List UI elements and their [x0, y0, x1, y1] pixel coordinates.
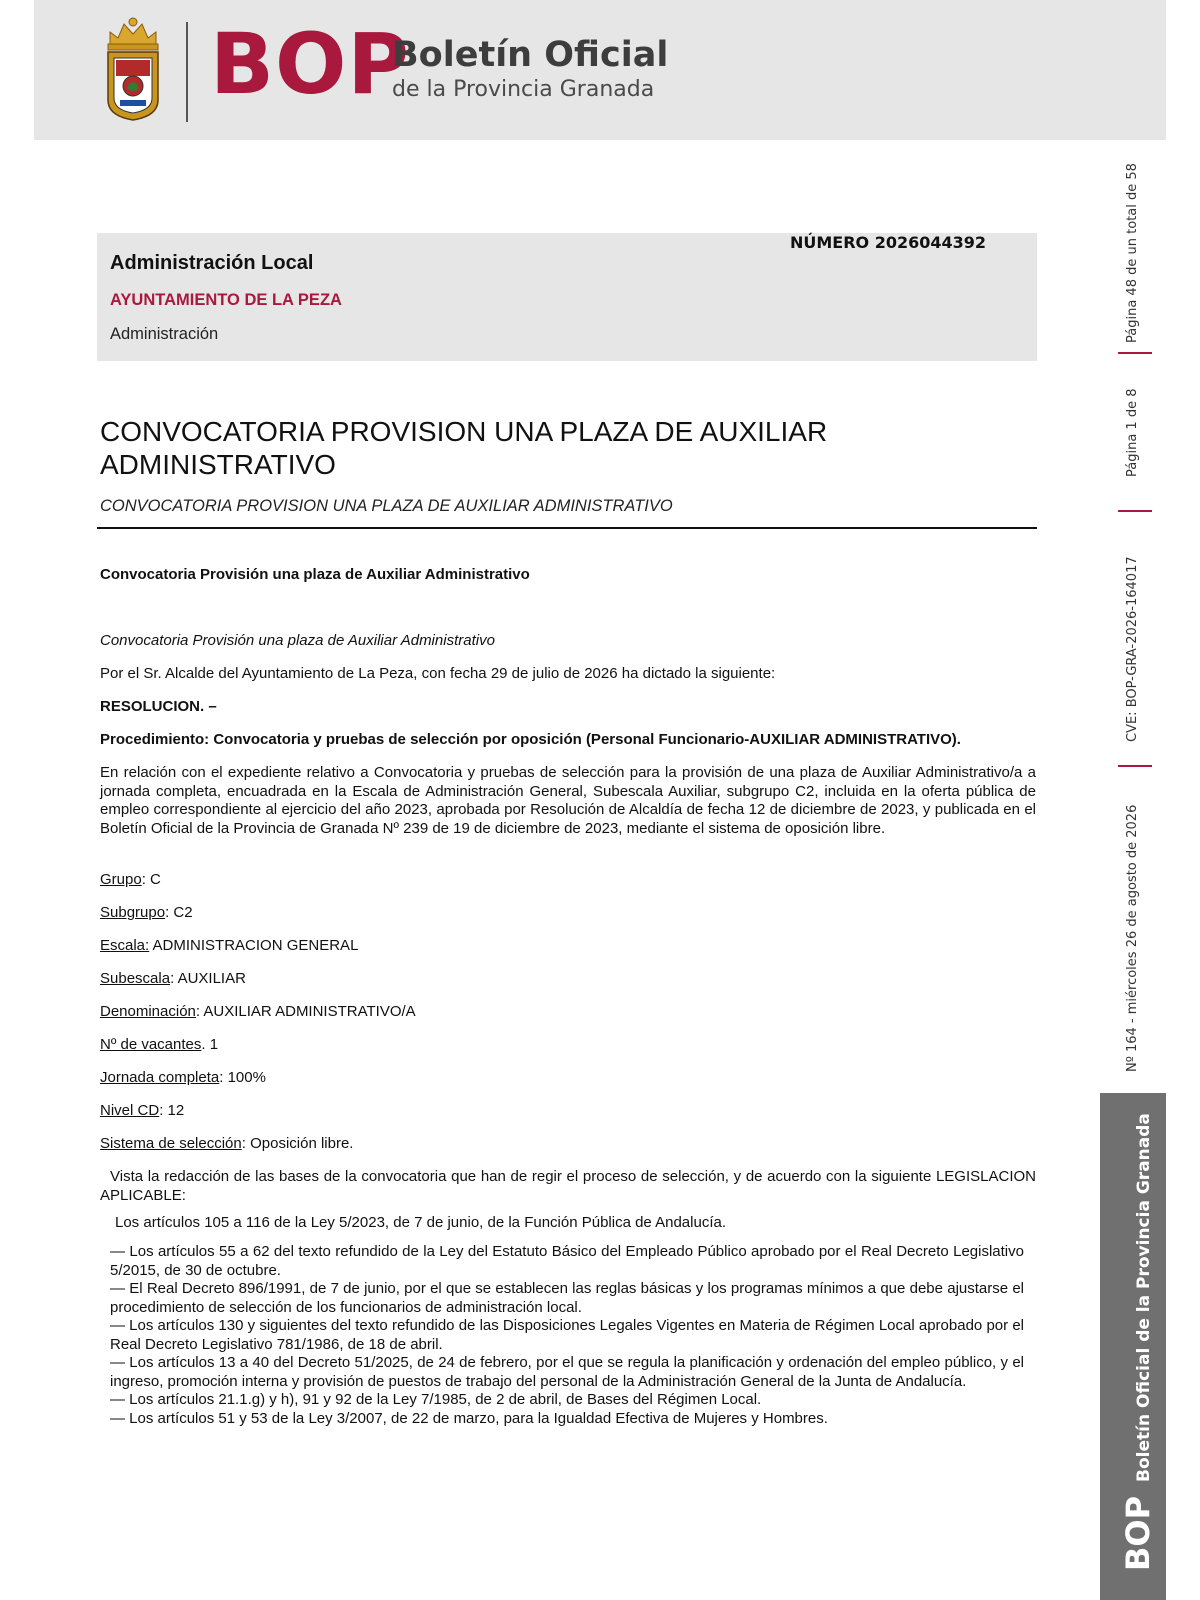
page-total-label: Página 48 de un total de 58 — [1125, 163, 1140, 343]
field-grupo: Grupo: C — [100, 871, 161, 888]
field-label: Subgrupo — [100, 904, 166, 921]
field-label: Sistema de selección — [100, 1135, 242, 1152]
vista-paragraph: Vista la redacción de las bases de la convocatoria que han de regir el proceso de selección, y de acuerdo con la siguiente LEGISLACION APLICABLE: — [100, 1168, 1036, 1204]
side-footer — [1100, 1093, 1166, 1600]
cve-label: CVE: BOP-GRA-2026-164017 — [1125, 556, 1140, 742]
field-escala — [100, 937, 1036, 956]
header-divider — [186, 22, 188, 122]
field-value: AUXILIAR — [177, 970, 246, 987]
field-subgrupo: Subgrupo: C2 — [100, 904, 193, 921]
field-jornada: Jornada completa: 100% — [100, 1069, 266, 1086]
resolucion-label: RESOLUCION. – — [100, 698, 217, 715]
page-subtitle: CONVOCATORIA PROVISION UNA PLAZA DE AUXILIAR ADMINISTRATIVO — [100, 497, 673, 515]
field-value: C2 — [173, 904, 193, 921]
legislation-list — [110, 1243, 1024, 1428]
side-separator — [1118, 765, 1152, 767]
legislation-first: Los artículos 105 a 116 de la Ley 5/2023, de 7 de junio, de la Función Pública de Andalucía. — [115, 1214, 726, 1231]
field-value: AUXILIAR ADMINISTRATIVO/A — [203, 1003, 416, 1020]
field-denominacion: Denominación: AUXILIAR ADMINISTRATIVO/A — [100, 1003, 416, 1020]
field-label: Nº de vacantes — [100, 1036, 202, 1053]
bop-logo: BOP — [210, 15, 410, 113]
side-footer-text — [1119, 1113, 1157, 1571]
field-value: Oposición libre. — [250, 1135, 354, 1152]
field-vacantes: Nº de vacantes. 1 — [100, 1036, 219, 1053]
side-footer-logo: BOP — [1119, 1495, 1157, 1571]
legislation-item: — Los artículos 21.1.g) y h), 91 y 92 de la Ley 7/1985, de 2 de abril, de Bases del Régimen Local. — [110, 1391, 762, 1408]
field-label: Escala: — [100, 937, 150, 954]
section-category: Administración Local — [110, 252, 314, 274]
field-value: ADMINISTRACION GENERAL — [152, 937, 359, 954]
section-department: Administración — [110, 325, 219, 343]
field-subescala: Subescala: AUXILIAR — [100, 970, 246, 987]
intro-text: Por el Sr. Alcalde del Ayuntamiento de La Peza, con fecha 29 de julio de 2026 ha dictado la siguiente: — [100, 665, 776, 682]
bulletin-title: Boletín Oficial — [392, 35, 669, 75]
field-value: C — [150, 871, 161, 888]
page-of-label: Página 1 de 8 — [1125, 388, 1140, 477]
section-entity: AYUNTAMIENTO DE LA PEZA — [110, 291, 342, 309]
side-separator — [1118, 352, 1152, 354]
granada-coat-of-arms-icon — [102, 14, 164, 124]
procedimiento-text: Procedimiento: Convocatoria y pruebas de selección por oposición (Personal Funcionario-AUXILIAR ADMINISTRATIVO). — [100, 731, 961, 748]
issue-date-label: Nº 164 - miércoles 26 de agosto de 2026 — [1125, 804, 1140, 1072]
legislation-item: — Los artículos 130 y siguientes del texto refundido de las Disposiciones Legales Vigentes en Materia de Régimen Local aprobado por el Real Decreto Legislativo 781/1986, de 18 de abril. — [110, 1317, 1024, 1353]
body-heading-italic: Convocatoria Provisión una plaza de Auxiliar Administrativo — [100, 632, 495, 649]
field-label: Jornada completa — [100, 1069, 220, 1086]
document-number: NÚMERO 2026044392 — [790, 233, 987, 252]
resolution-paragraph: En relación con el expediente relativo a Convocatoria y pruebas de selección para la provisión de una plaza de Auxiliar Administrativo/a a jornada completa, encuadrada en la Escala de Administración General, Subescala Auxiliar, subgrupo C2, incluida en la oferta pública de empleo correspondiente al ejercicio del año 2023, aprobada por Resolución de Alcaldía de fecha 12 de diciembre de 2023, y publicada en el Boletín Oficial de la Provincia de Granada Nº 239 de 19 de diciembre de 2023, mediante el sistema de oposición libre. — [100, 764, 1036, 837]
legislation-item: — Los artículos 51 y 53 de la Ley 3/2007, de 22 de marzo, para la Igualdad Efectiva de Mujeres y Hombres. — [110, 1409, 828, 1427]
field-label: Nivel CD — [100, 1102, 160, 1119]
field-label: Denominación — [100, 1003, 196, 1020]
body-heading: Convocatoria Provisión una plaza de Auxiliar Administrativo — [100, 566, 530, 583]
legislation-item: — Los artículos 55 a 62 del texto refundido de la Ley del Estatuto Básico del Empleado Público aprobado por el Real Decreto Legislativo 5/2015, de 30 de octubre. — [110, 1243, 1024, 1279]
field-sistema: Sistema de selección: Oposición libre. — [100, 1135, 354, 1152]
field-value: 12 — [167, 1102, 185, 1119]
bulletin-subtitle: de la Provincia Granada — [392, 77, 655, 102]
field-value: 1 — [209, 1036, 219, 1053]
field-label: Subescala — [100, 970, 171, 987]
title-rule — [97, 527, 1037, 529]
side-separator — [1118, 510, 1152, 512]
field-label: Grupo — [100, 871, 142, 888]
page-title: CONVOCATORIA PROVISION UNA PLAZA DE AUXILIAR ADMINISTRATIVO — [100, 416, 828, 480]
field-value: 100% — [227, 1069, 266, 1086]
field-nivel-cd: Nivel CD: 12 — [100, 1102, 185, 1119]
legislation-item: — El Real Decreto 896/1991, de 7 de junio, por el que se establecen las reglas básicas y los programas mínimos a que debe ajustarse el procedimiento de selección de los funcionarios de administración local. — [110, 1280, 1024, 1316]
legislation-item: — Los artículos 13 a 40 del Decreto 51/2025, de 24 de febrero, por el que se regula la planificación y ordenación del empleo público, y el ingreso, promoción interna y provisión de puestos de trabajo del personal de la Administración General de la Junta de Andalucía. — [110, 1354, 1024, 1390]
side-footer-name: Boletín Oficial de la Provincia Granada — [1134, 1113, 1154, 1482]
